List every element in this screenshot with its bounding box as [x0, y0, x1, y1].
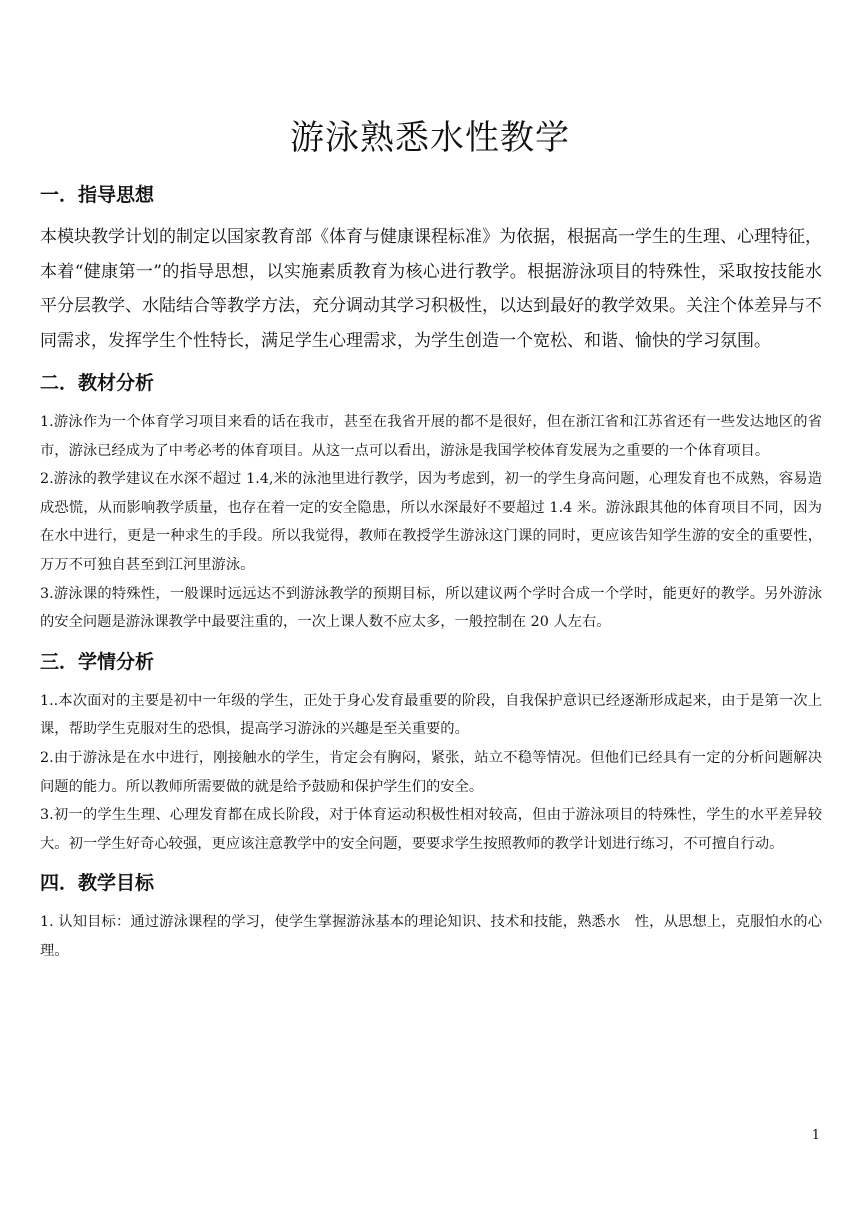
section-heading: 一．指导思想 [40, 184, 155, 206]
section-paragraph: 1. 认知目标：通过游泳课程的学习，使学生掌握游泳基本的理论知识、技术和技能，熟悉水 性，从思想上，克服怕水的心理。 [40, 914, 822, 959]
section-heading: 四．教学目标 [40, 872, 155, 895]
section-heading: 二．教材分析 [40, 372, 155, 394]
page-number: 1 [811, 1128, 820, 1143]
section-paragraph: 2.由于游泳是在水中进行，刚接触水的学生，肯定会有胸闷，紧张，站立不稳等情况。但他们已经具有一定的分析问题解决问题的能力。所以教师所需要做的就是给予鼓励和保护学生们的安全。 [40, 749, 822, 795]
section-paragraph: 3.游泳课的特殊性，一般课时远远达不到游泳教学的预期目标，所以建议两个学时合成一个学时，能更好的教学。另外游泳的安全问题是游泳课教学中最要注重的，一次上课人数不应太多，一般控制在 20 人左右。 [40, 585, 822, 631]
section-paragraph: 3.初一的学生生理、心理发育都在成长阶段，对于体育运动积极性相对较高，但由于游泳项目的特殊性，学生的水平差异较大。初一学生好奇心较强，更应该注意教学中的安全问题，要要求学生按照教师的教学计划进行练习，不可擅自行动。 [40, 807, 822, 852]
section-heading: 三．学情分析 [40, 650, 155, 673]
section-paragraph: 1..本次面对的主要是初中一年级的学生，正处于身心发育最重要的阶段，自我保护意识已经逐渐形成起来，由于是第一次上课，帮助学生克服对生的恐惧，提高学习游泳的兴趣是至关重要的。 [40, 692, 822, 738]
section-paragraph: 2.游泳的教学建议在水深不超过 1.4,米的泳池里进行教学，因为考虑到，初一的学生身高问题，心理发育也不成熟，容易造成恐慌，从而影响教学质量，也存在着一定的安全隐患，所以水深最好不要超过 1.4 米。游泳跟其他的体育项目不同，因为在水中进行，更是一种求生的手段。所以我觉得，教师在教授学生游泳这门课的同时，更应该告知学生游的安全的重要性，万万不可独自甚至到江河里游泳。 [40, 471, 822, 573]
section-teaching-goals [40, 864, 822, 965]
document-body [40, 176, 822, 966]
section-student-analysis [40, 643, 822, 859]
section-guiding-ideology [40, 176, 822, 358]
section-paragraph: 本模块教学计划的制定以国家教育部《体育与健康课程标准》为依据，根据高一学生的生理、心理特征，本着“健康第一”的指导思想，以实施素质教育为核心进行教学。根据游泳项目的特殊性，采取按技能水平分层教学、水陆结合等教学方法，充分调动其学习积极性，以达到最好的教学效果。关注个体差异与不同需求，发挥学生个性特长，满足学生心理需求，为学生创造一个宽松、和谐、愉快的学习氛围。 [40, 227, 822, 351]
section-material-analysis [40, 364, 822, 637]
section-paragraph: 1.游泳作为一个体育学习项目来看的话在我市，甚至在我省开展的都不是很好，但在浙江省和江苏省还有一些发达地区的省市，游泳已经成为了中考必考的体育项目。从这一点可以看出，游泳是我国学校体育发展为之重要的一个体育项目。 [40, 414, 822, 459]
document-title: 游泳熟悉水性教学 [290, 118, 570, 158]
